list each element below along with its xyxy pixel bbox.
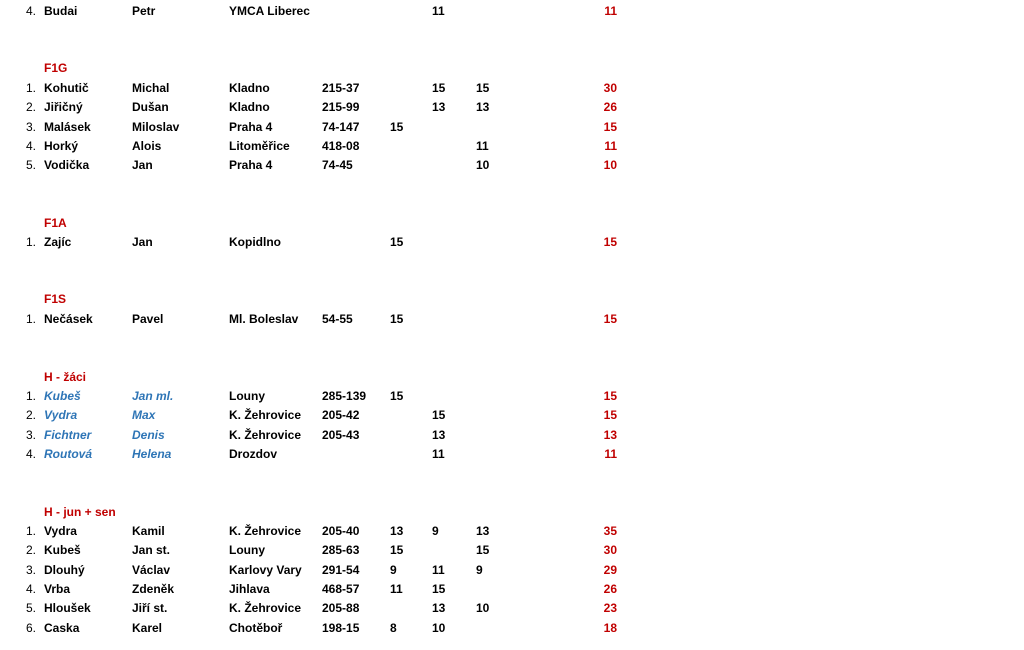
score-2: 11: [432, 4, 445, 18]
club: Karlovy Vary: [229, 562, 302, 577]
surname: Vydra: [44, 408, 78, 423]
score-1: 9: [390, 562, 397, 577]
license: 205-43: [322, 427, 360, 442]
total: 23: [603, 601, 617, 616]
surname: Horký: [44, 138, 79, 153]
rank: 3.: [25, 427, 36, 442]
score-1: 13: [390, 524, 404, 538]
surname: Dlouhý: [44, 562, 85, 577]
surname: Vodička: [44, 158, 90, 173]
table-row: [0, 522, 1024, 541]
club: Kladno: [229, 100, 270, 115]
table-row: [0, 2, 1024, 21]
rank: 4.: [25, 138, 36, 153]
score-1: 15: [390, 312, 404, 326]
score-2: 11: [432, 562, 445, 577]
first-name: Petr: [132, 4, 156, 18]
club: K. Žehrovice: [229, 408, 302, 423]
score-3: 10: [476, 601, 490, 616]
club: Louny: [229, 389, 265, 403]
license: 291-54: [322, 562, 360, 577]
table-row: [0, 118, 1024, 137]
surname: Nečásek: [44, 312, 93, 326]
license: 74-45: [322, 158, 353, 173]
section-title: F1A: [44, 216, 67, 230]
score-1: 8: [390, 620, 397, 635]
first-name: Jiří st.: [132, 601, 168, 616]
surname: Budai: [44, 4, 78, 18]
total: 13: [603, 427, 617, 442]
table-row: [0, 619, 1024, 638]
license: 285-139: [322, 389, 367, 403]
surname: Malásek: [44, 119, 91, 134]
license: 215-99: [322, 100, 360, 115]
rank: 1.: [25, 81, 36, 95]
club: Chotěboř: [229, 620, 283, 635]
score-3: 15: [476, 543, 490, 558]
score-2: 13: [432, 427, 446, 442]
first-name: Alois: [132, 138, 162, 153]
table-row: [0, 233, 1024, 252]
score-2: 9: [432, 524, 439, 538]
first-name: Kamil: [132, 524, 165, 538]
surname: Hloušek: [44, 601, 91, 616]
surname: Kohutič: [44, 81, 89, 95]
score-2: 11: [432, 446, 445, 461]
surname: Fichtner: [44, 427, 92, 442]
total: 15: [603, 119, 617, 134]
rank: 2.: [25, 408, 36, 423]
club: Drozdov: [229, 446, 277, 461]
club: Ml. Boleslav: [229, 312, 299, 326]
first-name: Jan: [132, 158, 153, 173]
score-1: 15: [390, 235, 404, 249]
rank: 1.: [25, 524, 36, 538]
rank: 6.: [25, 620, 36, 635]
section-title: H - jun + sen: [44, 505, 116, 519]
license: 215-37: [322, 81, 360, 95]
license: 205-40: [322, 524, 360, 538]
table-row: [0, 79, 1024, 98]
score-3: 10: [476, 158, 490, 173]
first-name: Max: [132, 408, 156, 423]
club: Praha 4: [229, 158, 273, 173]
first-name: Helena: [132, 446, 172, 461]
rank: 5.: [25, 601, 36, 616]
total: 18: [603, 620, 617, 635]
rank: 1.: [25, 235, 36, 249]
total: 26: [603, 100, 617, 115]
license: 198-15: [322, 620, 360, 635]
table-row: [0, 445, 1024, 464]
rank: 3.: [25, 562, 36, 577]
total: 11: [604, 446, 617, 461]
table-row: [0, 580, 1024, 599]
surname: Kubeš: [44, 543, 81, 558]
score-2: 10: [432, 620, 446, 635]
club: Praha 4: [229, 119, 273, 134]
total: 15: [603, 389, 617, 403]
license: 54-55: [322, 312, 353, 326]
rank: 5.: [25, 158, 36, 173]
first-name: Jan ml.: [132, 389, 174, 403]
total: 15: [603, 235, 617, 249]
club: K. Žehrovice: [229, 524, 302, 538]
rank: 4.: [25, 4, 36, 18]
table-row: [0, 387, 1024, 406]
club: Kladno: [229, 81, 270, 95]
section-title: F1G: [44, 61, 68, 75]
table-row: [0, 156, 1024, 175]
table-row: [0, 599, 1024, 618]
club: Kopidlno: [229, 235, 281, 249]
table-row: [0, 406, 1024, 425]
score-1: 15: [390, 389, 404, 403]
surname: Caska: [44, 620, 80, 635]
table-row: [0, 137, 1024, 156]
surname: Vydra: [44, 524, 77, 538]
total: 35: [603, 524, 617, 538]
score-3: 11: [476, 138, 489, 153]
surname: Jiřičný: [44, 100, 83, 115]
total: 11: [604, 4, 617, 18]
license: 205-88: [322, 601, 360, 616]
rank: 2.: [25, 100, 36, 115]
section-title: H - žáci: [44, 370, 87, 384]
club: Jihlava: [229, 581, 270, 596]
total: 30: [603, 543, 617, 558]
total: 15: [603, 312, 617, 326]
club: Louny: [229, 543, 265, 558]
table-row: [0, 561, 1024, 580]
first-name: Jan: [132, 235, 153, 249]
surname: Vrba: [44, 581, 71, 596]
total: 26: [603, 581, 617, 596]
first-name: Michal: [132, 81, 170, 95]
section-title: F1S: [44, 292, 67, 306]
total: 15: [603, 408, 617, 423]
score-2: 15: [432, 408, 446, 423]
score-3: 13: [476, 524, 490, 538]
first-name: Denis: [132, 427, 165, 442]
score-3: 15: [476, 81, 490, 95]
club: YMCA Liberec: [229, 4, 310, 18]
license: 468-57: [322, 581, 360, 596]
table-row: [0, 541, 1024, 560]
first-name: Karel: [132, 620, 163, 635]
first-name: Pavel: [132, 312, 164, 326]
score-1: 15: [390, 119, 404, 134]
club: Litoměřice: [229, 138, 290, 153]
club: K. Žehrovice: [229, 601, 302, 616]
rank: 1.: [25, 389, 36, 403]
score-1: 15: [390, 543, 404, 558]
license: 418-08: [322, 138, 360, 153]
rank: 3.: [25, 119, 36, 134]
first-name: Miloslav: [132, 119, 180, 134]
license: 205-42: [322, 408, 360, 423]
total: 29: [603, 562, 617, 577]
table-row: [0, 426, 1024, 445]
rank: 1.: [25, 312, 36, 326]
first-name: Václav: [132, 562, 171, 577]
club: K. Žehrovice: [229, 427, 302, 442]
score-2: 15: [432, 81, 446, 95]
total: 11: [604, 138, 617, 153]
score-2: 13: [432, 601, 446, 616]
score-2: 15: [432, 581, 446, 596]
surname: Routová: [44, 446, 92, 461]
score-3: 9: [476, 562, 483, 577]
table-row: [0, 98, 1024, 117]
rank: 4.: [25, 446, 36, 461]
total: 10: [603, 158, 617, 173]
score-1: 11: [390, 581, 403, 596]
surname: Zajíc: [44, 235, 72, 249]
table-row: [0, 310, 1024, 329]
license: 285-63: [322, 543, 360, 558]
license: 74-147: [322, 119, 360, 134]
first-name: Zdeněk: [132, 581, 175, 596]
score-2: 13: [432, 100, 446, 115]
first-name: Jan st.: [132, 543, 171, 558]
total: 30: [603, 81, 617, 95]
surname: Kubeš: [44, 389, 81, 403]
score-3: 13: [476, 100, 490, 115]
rank: 2.: [25, 543, 36, 558]
first-name: Dušan: [132, 100, 169, 115]
rank: 4.: [25, 581, 36, 596]
